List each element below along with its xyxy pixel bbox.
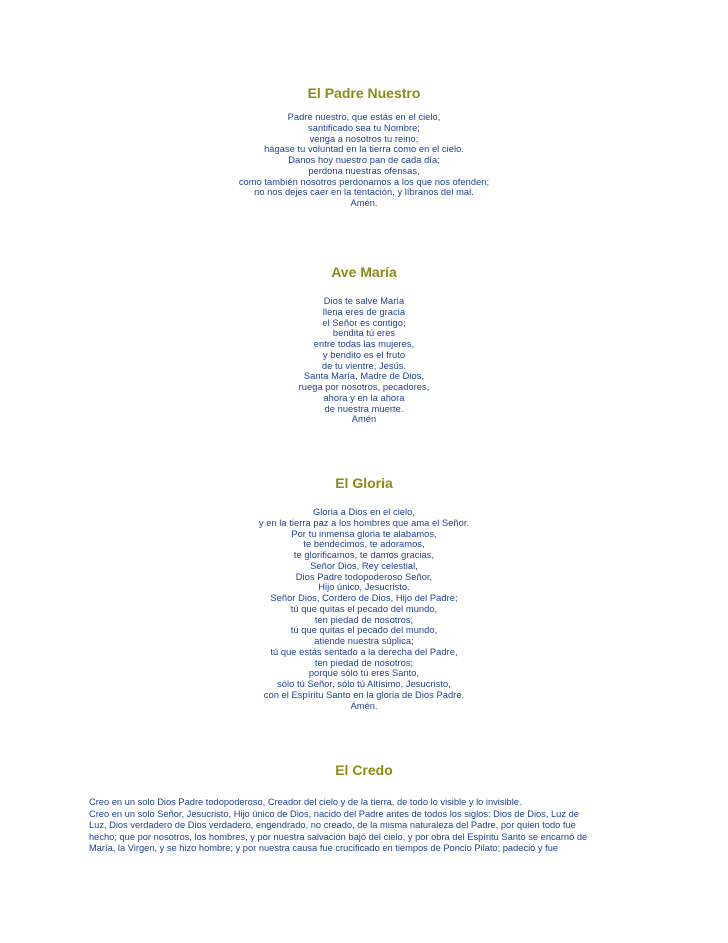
verse-line: te glorificamos, te damos gracias, xyxy=(293,550,435,560)
verse-line: tú que quitas el pecado del mundo, xyxy=(290,603,438,614)
section-title: El Credo xyxy=(335,762,393,778)
text-line: Luz, Dios verdadero de Dios verdadero, engendrado, no creado, de la misma naturaleza del Padre, por quien todo fue xyxy=(89,820,576,830)
verse-line: Santa María, Madre de Dios, xyxy=(303,371,425,382)
verse-line: de tu vientre, Jesús. xyxy=(321,360,407,371)
section-ave-maria xyxy=(0,263,728,425)
verse-line: perdona nuestras ofensas, xyxy=(308,165,420,176)
verse-line: Dios te salve María xyxy=(323,296,405,306)
verse-line: Señor Dios, Rey celestial, xyxy=(310,560,418,571)
verse-line: atiende nuestra súplica; xyxy=(314,636,414,646)
verse-line: Amén xyxy=(351,414,377,425)
verse-line: hágase tu voluntad en la tierra como en el cielo. xyxy=(264,144,464,155)
verse-line: ten piedad de nosotros; xyxy=(314,657,414,668)
section-gloria xyxy=(0,474,728,711)
verse-line: ahora y en la ahora xyxy=(323,392,405,403)
text-line: Creo en un solo Dios Padre todopoderoso, Creador del cielo y de la tierra, de todo lo visible y lo invisible. xyxy=(89,797,522,807)
verse-line: Señor Dios, Cordero de Dios, Hijo del Padre; xyxy=(270,593,458,603)
section-title: El Padre Nuestro xyxy=(307,85,421,101)
text-line: hecho; que por nosotros, los hombres, y por nuestra salvación bajó del cielo, y por obra del Espíritu Santo se encarnó de xyxy=(89,831,588,842)
verse-line: ten piedad de nosotros; xyxy=(314,614,414,625)
verse-line: bendita tú eres xyxy=(332,328,396,339)
verse-line: el Señor es contigo; xyxy=(322,317,406,328)
verse-line: porque sólo tú eres Santo, xyxy=(308,668,420,679)
verse-line: Danos hoy nuestro pan de cada día; xyxy=(288,155,440,165)
verse-line: Por tu inmensa gloria te alabamos, xyxy=(291,528,437,539)
verse-line: ruega por nosotros, pecadores, xyxy=(298,382,430,392)
verse-line: venga a nosotros tu reino; xyxy=(309,133,419,144)
verse-line: como también nosotros perdonamos a los que nos ofenden; xyxy=(238,176,490,187)
verse-line: tú que quitas el pecado del mundo, xyxy=(290,625,438,636)
verse-line: entre todas las mujeres, xyxy=(313,339,415,349)
verse-line: Amén. xyxy=(350,700,378,711)
section-padre-nuestro xyxy=(0,84,728,209)
verse-line: de nuestra muerte. xyxy=(324,403,404,414)
credo-paragraph xyxy=(89,797,629,855)
verse-line: Padre nuestro, que estás en el cielo, xyxy=(287,112,441,122)
text-line: Creo en un solo Señor, Jesucristo, Hijo único de Dios, nacido del Padre antes de todos los siglos: Dios de Dios, Luz de xyxy=(89,808,579,819)
prayer-verses xyxy=(0,507,728,711)
verse-line: te bendecimos, te adoramos, xyxy=(303,539,425,550)
section-credo xyxy=(0,761,728,779)
verse-line: Amén. xyxy=(350,198,378,208)
prayer-verses xyxy=(0,112,728,209)
verse-line: Gloria a Dios en el cielo, xyxy=(312,507,416,517)
verse-line: y bendito es el fruto xyxy=(322,349,406,360)
section-title: El Gloria xyxy=(335,475,393,491)
verse-line: Hijo único, Jesucristo. xyxy=(318,582,410,593)
section-title: Ave María xyxy=(331,264,397,280)
verse-line: con el Espíritu Santo en la gloria de Dios Padre. xyxy=(263,689,465,700)
verse-line: tú que estás sentado a la derecha del Padre, xyxy=(270,646,458,657)
prayer-verses xyxy=(0,296,728,425)
text-line: María, la Virgen, y se hizo hombre; y por nuestra causa fue crucificado en tiempos de Poncio Pilato; padeció y fue xyxy=(89,843,559,853)
verse-line: Dios Padre todopoderoso Señor, xyxy=(295,571,433,582)
verse-line: santificado sea tu Nombre; xyxy=(308,122,420,133)
verse-line: llena eres de gracia xyxy=(322,306,406,317)
verse-line: no nos dejes caer en la tentación, y líbranos del mal. xyxy=(254,187,474,198)
verse-line: sólo tú Señor, sólo tú Altísimo, Jesucristo, xyxy=(277,679,451,689)
verse-line: y en la tierra paz a los hombres que ama el Señor. xyxy=(258,517,470,528)
